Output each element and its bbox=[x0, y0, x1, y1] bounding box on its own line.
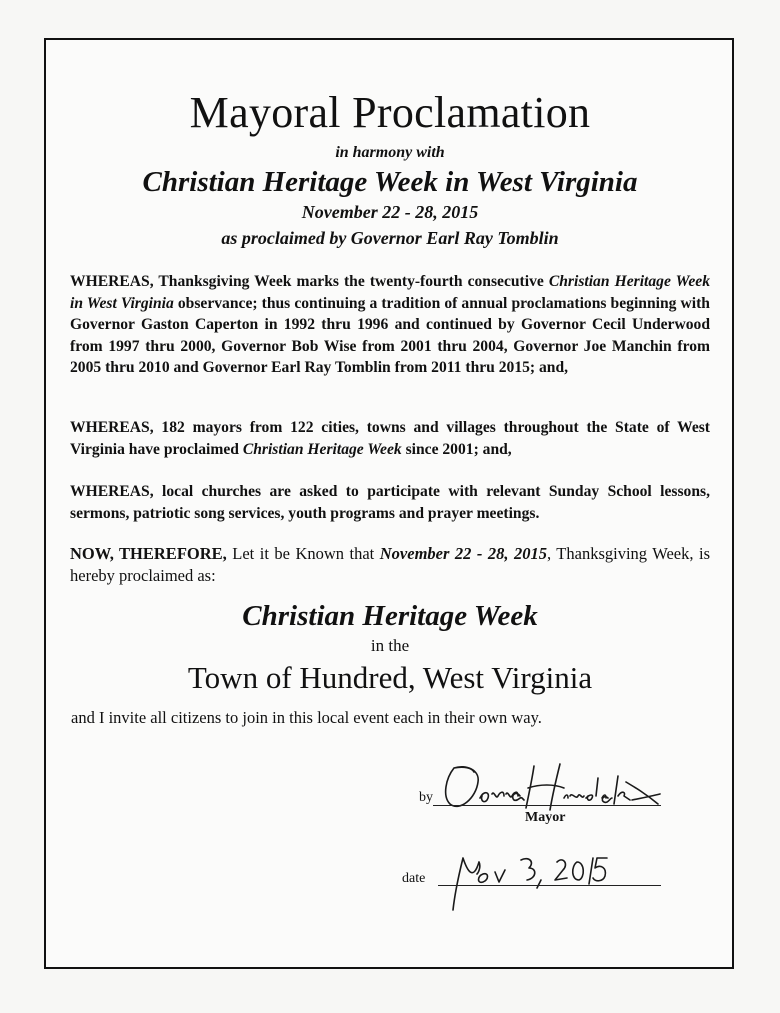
paragraph-text: since 2001; and, bbox=[401, 440, 512, 458]
subtitle-dates: November 22 - 28, 2015 bbox=[301, 202, 479, 222]
signature-line bbox=[433, 805, 661, 806]
proclaimed-week-name: Christian Heritage Week bbox=[242, 600, 538, 632]
whereas-paragraph-3 bbox=[70, 481, 710, 524]
subtitle-governor: as proclaimed by Governor Earl Ray Tomblin bbox=[221, 228, 559, 248]
whereas-lead: WHEREAS, bbox=[70, 273, 154, 290]
mayor-signature bbox=[436, 758, 666, 816]
whereas-paragraph-1 bbox=[70, 271, 710, 379]
date-line bbox=[438, 885, 661, 886]
therefore-lead: NOW, THEREFORE, bbox=[70, 544, 227, 563]
proclaimed-town: Town of Hundred, West Virginia bbox=[187, 660, 593, 695]
mayor-title: Mayor bbox=[525, 810, 566, 825]
subtitle-harmony: in harmony with bbox=[335, 144, 445, 161]
paragraph-italic: Christian Heritage Week bbox=[242, 440, 402, 458]
paragraph-text: Thanksgiving Week marks the twenty-fourth consecutive bbox=[153, 273, 549, 290]
whereas-lead: WHEREAS, bbox=[70, 483, 154, 500]
whereas-paragraph-2 bbox=[70, 417, 710, 460]
paragraph-text: observance; thus continuing a tradition of annual proclamations beginning with Governor Gaston Caperton in 1992 thru 1996 and continued by Governor Cecil Underwood from 1997 thru 2000, Governor Bob Wise from 2001 thru 2004, Governor Joe Manchin from 2005 thru 2010 and Governor Earl Ray Tomblin from 2011 thru 2015; and, bbox=[70, 294, 710, 376]
paragraph-text: 182 mayors from 122 cities, towns and villages throughout the State of West Virginia have proclaimed bbox=[70, 419, 710, 458]
therefore-paragraph bbox=[70, 543, 710, 586]
whereas-lead: WHEREAS, bbox=[70, 419, 154, 436]
paragraph-text: local churches are asked to participate with relevant Sunday School lessons, sermons, patriotic song services, youth programs and prayer meetings. bbox=[70, 483, 710, 522]
paragraph-text: , Thanksgiving Week, is hereby proclaimed as: bbox=[70, 544, 710, 585]
paragraph-text: Let it be Known that bbox=[226, 544, 380, 563]
subtitle-event: Christian Heritage Week in West Virginia bbox=[142, 166, 638, 198]
paragraph-italic: Christian Heritage Week in West Virginia bbox=[70, 273, 710, 312]
date-label: date bbox=[402, 871, 426, 886]
proclaimed-in-the: in the bbox=[370, 636, 410, 655]
invite-sentence: and I invite all citizens to join in this local event each in their own way. bbox=[71, 708, 542, 727]
paragraph-italic: November 22 - 28, 2015 bbox=[379, 544, 547, 563]
page-title: Mayoral Proclamation bbox=[189, 88, 591, 137]
by-label: by bbox=[419, 790, 433, 805]
handwritten-date bbox=[445, 852, 645, 912]
